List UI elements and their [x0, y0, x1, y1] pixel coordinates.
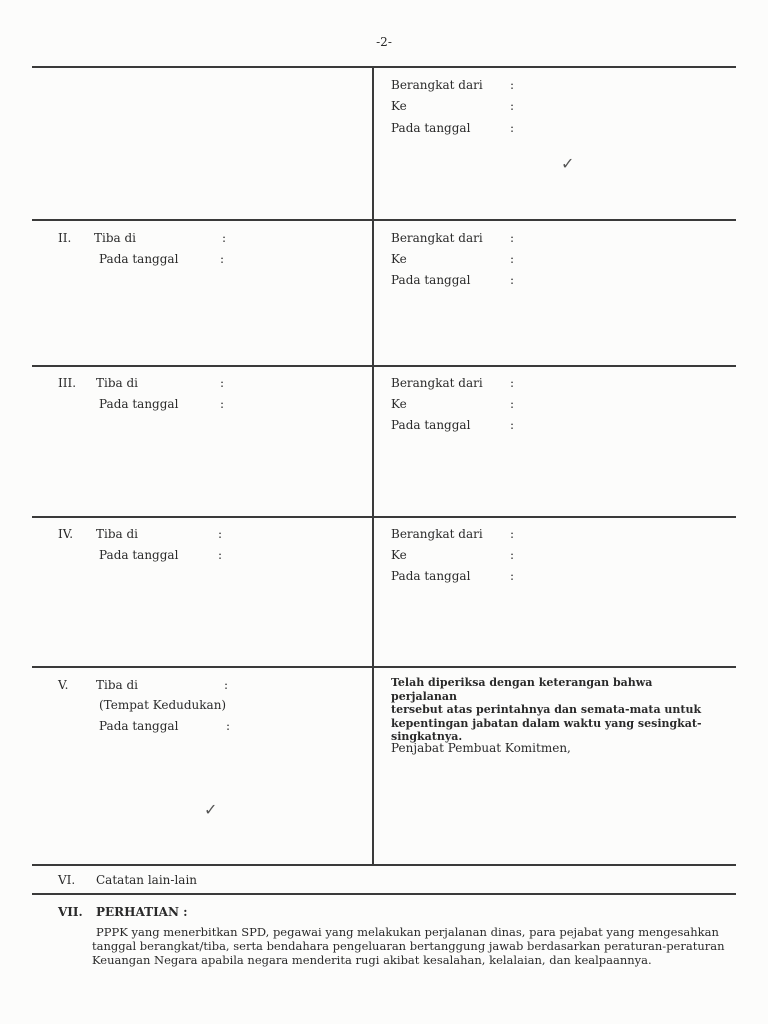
departure-from-label: Berangkat dari	[391, 231, 483, 245]
signatory-label: Penjabat Pembuat Komitmen,	[391, 741, 571, 755]
verification-line: singkatnya.	[391, 730, 463, 743]
colon: :	[224, 678, 229, 692]
colon: :	[510, 121, 515, 135]
warning-title: PERHATIAN :	[96, 905, 188, 919]
destination-label: Ke	[391, 397, 407, 411]
rule-row-4	[32, 666, 736, 668]
check-mark-icon: ✓	[561, 154, 575, 173]
rule-row-3	[32, 516, 736, 518]
colon: :	[226, 719, 231, 733]
date-label: Pada tanggal	[99, 252, 179, 266]
arrival-at-label: Tiba di	[96, 678, 139, 692]
departure-from-label: Berangkat dari	[391, 527, 483, 541]
warning-line: tanggal berangkat/tiba, serta bendahara pengeluaran bertanggung jawab berdasarkan peraturan-peraturan	[92, 939, 725, 953]
colon: :	[510, 376, 515, 390]
date-label: Pada tanggal	[391, 569, 471, 583]
date-label: Pada tanggal	[391, 418, 471, 432]
colon: :	[510, 569, 515, 583]
colon: :	[510, 527, 515, 541]
arrival-at-label: Tiba di	[96, 376, 139, 390]
colon: :	[510, 548, 515, 562]
colon: :	[510, 231, 515, 245]
warning-line: PPPK yang menerbitkan SPD, pegawai yang melakukan perjalanan dinas, para pejabat yang mengesahkan	[96, 925, 719, 939]
departure-from-label: Berangkat dari	[391, 78, 483, 92]
other-notes-label: Catatan lain-lain	[96, 873, 198, 887]
date-label: Pada tanggal	[99, 548, 179, 562]
arrival-at-label: Tiba di	[96, 527, 139, 541]
verification-line: Telah diperiksa dengan keterangan bahwa perjalanan	[391, 676, 653, 703]
departure-from-label: Berangkat dari	[391, 376, 483, 390]
home-base-label: (Tempat Kedudukan)	[99, 698, 227, 712]
rule-top	[32, 66, 736, 68]
section-numeral: III.	[58, 376, 77, 390]
colon: :	[220, 397, 225, 411]
check-mark-icon: ✓	[204, 800, 218, 819]
colon: :	[510, 99, 515, 113]
date-label: Pada tanggal	[391, 273, 471, 287]
verification-statement	[391, 676, 721, 744]
colon: :	[510, 397, 515, 411]
section-numeral: IV.	[58, 527, 74, 541]
section-numeral: VII.	[58, 905, 83, 919]
section-numeral: V.	[58, 678, 69, 692]
colon: :	[222, 231, 227, 245]
warning-line: Keuangan Negara apabila negara menderita rugi akibat kesalahan, kelalaian, dan kealpaannya.	[92, 953, 652, 967]
colon: :	[510, 418, 515, 432]
date-label: Pada tanggal	[99, 397, 179, 411]
section-numeral: VI.	[58, 873, 76, 887]
rule-row-6	[32, 893, 736, 895]
date-label: Pada tanggal	[99, 719, 179, 733]
warning-text	[92, 925, 728, 967]
rule-row-5	[32, 864, 736, 866]
destination-label: Ke	[391, 548, 407, 562]
colon: :	[510, 273, 515, 287]
colon: :	[218, 548, 223, 562]
page-number: -2-	[376, 35, 392, 49]
colon: :	[510, 78, 515, 92]
arrival-at-label: Tiba di	[94, 231, 137, 245]
verification-line: tersebut atas perintahnya dan semata-mata untuk	[391, 703, 702, 716]
section-numeral: II.	[58, 231, 72, 245]
destination-label: Ke	[391, 252, 407, 266]
destination-label: Ke	[391, 99, 407, 113]
rule-row-2	[32, 365, 736, 367]
column-divider	[372, 66, 374, 866]
rule-row-1	[32, 219, 736, 221]
date-label: Pada tanggal	[391, 121, 471, 135]
verification-line: kepentingan jabatan dalam waktu yang sesingkat-	[391, 716, 702, 730]
colon: :	[220, 252, 225, 266]
colon: :	[218, 527, 223, 541]
colon: :	[510, 252, 515, 266]
colon: :	[220, 376, 225, 390]
